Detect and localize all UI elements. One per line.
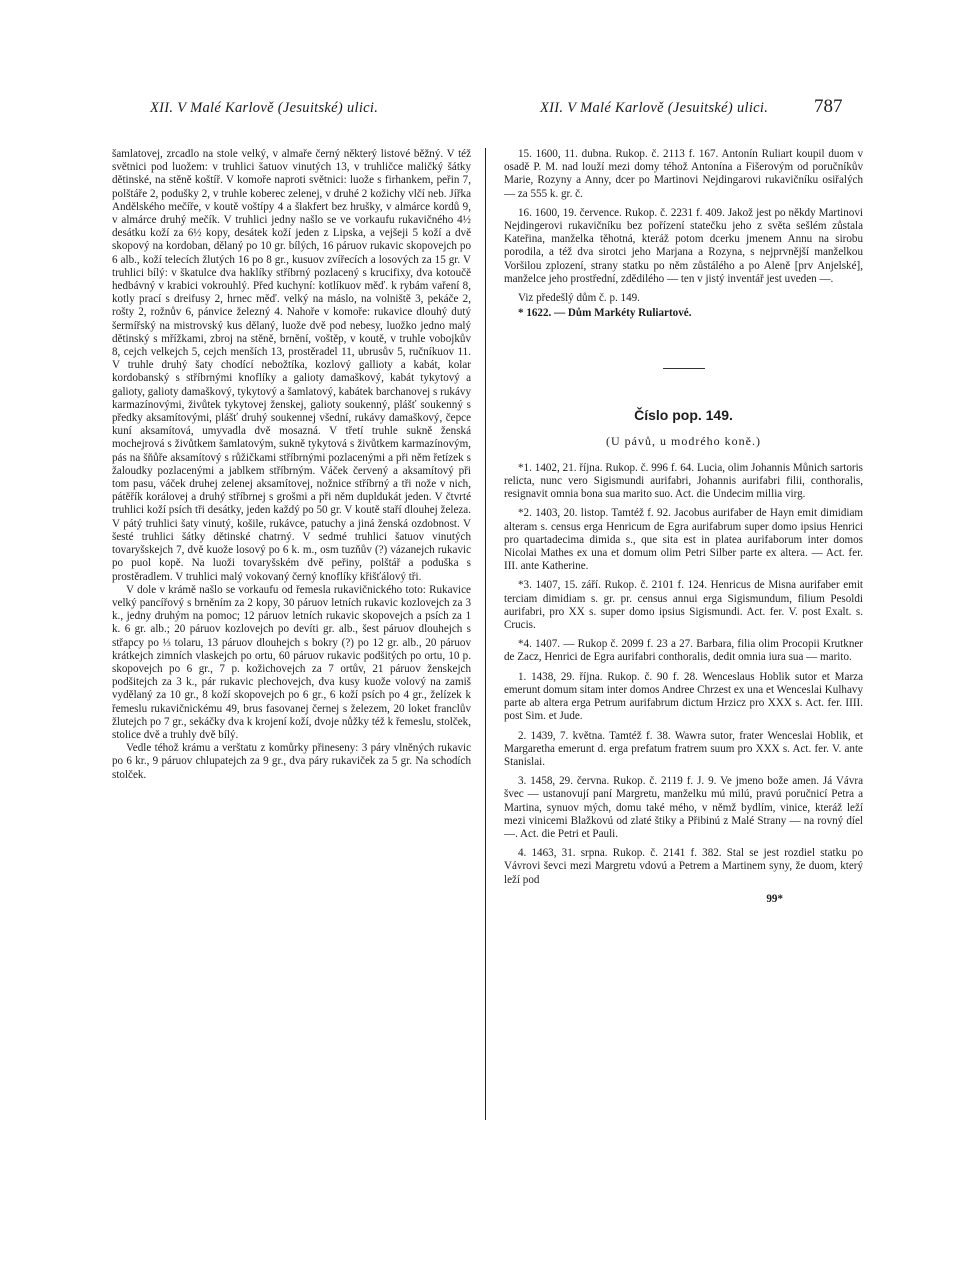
entry-paragraph: *4. 1407. — Rukop č. 2099 f. 23 a 27. Barbara, filia olim Procopii Krutkner de Zacz, Henrici de Egra aurifabri conthoralis, dedit omnia iura sua — marito.	[504, 638, 863, 664]
entry-paragraph: Viz předešlý dům č. p. 149.	[518, 292, 640, 305]
section-divider	[663, 368, 705, 369]
column-divider	[485, 148, 486, 1120]
left-paragraph: V dole v krámě našlo se vorkaufu od řemesla rukavičnického toto: Rukavice velký pancířový s brněním za 2 kopy, 30 páruov letních rukavic kozlovejch za 3 k., jedny druhým na pomoc; 12 páruov letních rukavic skopovejch a psích za 1 k. 6 gr. alb.; 20 páruov kozlovejch po devíti gr. alb., šest páruov dlouhejch s střapcy po ⅓ tolaru, 13 páruov dlouhejch s bokry (?) po 12 gr. alb., 20 páruov krátkejch zimních vlaskejch po ortu, 60 páruov rukavic podšitých po ortu, 10 p. skopovejch po 6 gr., 7 p. kožichovejch za 7 ortův, 21 páruov ženskejch podšitejch za 3 k., pár rukavic plechovejch, dva kusy kuože volový na zamiš vydělaný za 10 gr., 8 koží skopovejch po 6 gr., 6 koží psích po 4 gr., želízek k řemeslu rukavičnickému 49, brus fasovanej černej s železem, 20 loket franclův žlutejch po 7 gr., sekáčky dva k krojení koží, dvoje nůžky též k řemeslu, stolček, stolice dvě a truhly dvě bílý.	[112, 583, 471, 741]
entry-paragraph: *1. 1402, 21. října. Rukop. č. 996 f. 64. Lucia, olim Johannis Můnich sartoris relicta, nunc vero Sigismundi aurifabri, Johannis aurifabri filii, conthoralis, resignavit omnia bona sua marito suo. Act. die Undecim millia virg.	[504, 461, 863, 501]
entry-paragraph: 2. 1439, 7. května. Tamtéž f. 38. Wawra sutor, frater Wenceslai Hoblik, et Margaretha emerunt d. erga prefatum fratrem suum pro XXX s. Act. fer. V. ante Stanislai.	[504, 729, 863, 768]
entry-paragraph: *2. 1403, 20. listop. Tamtéž f. 92. Jacobus aurifaber de Hayn emit dimidiam alteram s. census erga Henricum de Egra aurifabrum super domo ipsius Henrici pro quartadecima dimida s., que sita est in platea aurifaborum inter domos Nicolai Mathes ex una et domum olim Petri Silber parte ex altera. — Act. fer. III. ante Katherine.	[504, 507, 863, 573]
right-column	[504, 148, 863, 906]
left-paragraph: Vedle téhož krámu a verštatu z komůrky přineseny: 3 páry vlněných rukavic po 6 kr., 9 páruov chlupatejch za 9 gr., dva páry rukaviček za 5 gr. Na schodích stolček.	[112, 742, 471, 781]
signature-line: * 1622. — Dům Markéty Ruliartové.	[518, 307, 692, 320]
header-right: XII. V Malé Karlově (Jesuitské) ulici.	[540, 100, 769, 116]
entry-paragraph: 3. 1458, 29. června. Rukop. č. 2119 f. J. 9. Ve jmeno bože amen. Já Vávra švec — ustanovují paní Margretu, manželku mú milú, pravú poručnicí Petra a Martina, synuov mých, domu také mého, v němž bydlím, vinice, kteráž leží mezi vinicemi Blažkovú od zlaté štiky a Přibinú z Malé Strany — na rovný díel —. Act. die Petri et Pauli.	[504, 775, 863, 840]
signature-mark: 99*	[766, 892, 783, 905]
entry-paragraph: 1. 1438, 29. října. Rukop. č. 90 f. 28. Wenceslaus Hoblik sutor et Marza emerunt domum sitam inter domos Andree Chrzest ex una et Wenceslai Kulhavy parte ab altera erga Petrum aurifabrum dictum Hrzicz pro XXX s. Act. fer. IIII. post Sim. et Jude.	[504, 670, 863, 723]
left-paragraph: šamlatovej, zrcadlo na stole velký, v almaře černý některý listové běžný. V též světnici pod luožem: v truhlici šatuov vinutých 13, v truhličce maličký šátky dětinské, na stěně koštíř. V komoře naproti světnici: luože s firhankem, peřin 7, polštáře 2, podušky 2, v truhle koberec zelenej, v druhé 2 kožichy vlčí neb. Jířka Andělského mečíře, v koutě voštípy 4 a šlakfert bez hrušky, v almárce kordů 9, v almárce druhý mečík. V truhlici jedny našlo se ve vorkaufu rukavičného 4½ desátku koží za 6½ kopy, desátek koží jeden z Lipska, a vejšeji 5 koží a dvě skopový na kordoban, dělaný po 10 gr. bílých, 16 páruov rukavic skopovejch po 6 alb., koží telecích žlutých 16 po 8 gr., kusuov zvířecích a losových za 15 gr. V truhlici bílý: v škatulce dva haklíky stříbrný pozlacený s krucifixy, dva kotoučě hedbávný v krabici vokrouhlý. Před kuchyní: kotlíkuov měď. k rybám vaření 8, kotly prací s dreifusy 2, hrnec měď. velký na máslo, na volniště 3, pekáče 2, rošty 2, rožnův 6, pánvice železný 4. Nahoře v komoře: rukavice dlouhý dutý šermířský na mistrovský kus dělaný, luože dvě pod nebesy, luožko jedno malý dětinský s mřížkami, zbroj na stěně, brnění, voštěp, v koutě, v truhle vobojkův 8, cejch velkejch 5, cejch menších 13, prostěradel 11, ubrusův 5, ručníkuov 11. V truhle druhý šaty chodící nebožtíka, kozlový gallioty a kabát, kolar kordobanský s stříbrnými knoflíky a galioty damaškový, kabát tykytový a galioty, galioty damaškový, tykytový a šamlatový, kabátek barchanovej s rukávy karmazínovými, živůtek tykytovej ženskej, galioty soukenný, plášť soukenný s předky aksamítovými, plášť druhý soukennej všední, rukávy damaškový, čepce kuní aksamítová, umyvadla dvě mosazná. V třetí truhle sukně ženská mochejrová s živůtkem šamlatovým, sukně tykytová s živůtkem karmazínovým, pás na šňůře aksamítový s růžičkami stříbrnými pozlacenými a při něm řetízek s žaloudky pozlacenými a jablkem stříbrným. Váček červený a aksamítový při tom pasu, váček druhej zelenej aksamítovej, nožnice stříbrný a tři nože v nich, pátěřík korálovej a druhý stříbrnej s grošmi a při něm dupldukát jeden. V čtvrté truhlici koží psích tři desátky, jeden každý po 50 gr. V koutě staří dlouhej železa. V pátý truhlici šaty vinutý, košile, rukávce, patuchy a jiná ženská ozdobnost. V šesté truhlici šátky dětinské chatrný. V sedmé truhlici šatuov vinutých tovaryšskejch 7, dvě kuože losový po 6 k. m., osm tuzňův (?) vázanejch rukavic po puol kopě. Na luoži tovaryšském dvě peřiny, polštář a poduška s prostěradlem. V truhlici malý vokovaný černý knoflíky křišťálový tři.	[112, 148, 471, 583]
entry-paragraph: *3. 1407, 15. září. Rukop. č. 2101 f. 124. Henricus de Misna aurifaber emit terciam dimidiam s. gr. pr. census annui erga Sigismundum, filium Pesoldi aurifabri, pro XX s. super domo ipsius Sigismundi. Act. fer. V. post Exalt. s. Crucis.	[504, 579, 863, 632]
entry-paragraph: 15. 1600, 11. dubna. Rukop. č. 2113 f. 167. Antonín Ruliart koupil duom v osadě P. M. nad louží mezi domy téhož Antonína a Fišerovým od poručníkův Marie, Rozyny a Anny, dcer po Martinovi Nejdingarovi rukavičníku osiřalých — za 555 k. gr. č.	[504, 148, 863, 200]
page-number: 787	[814, 96, 843, 117]
running-header	[0, 96, 960, 126]
section-heading: Číslo pop. 149.	[634, 407, 733, 424]
entry-paragraph: 16. 1600, 19. července. Rukop. č. 2231 f. 409. Jakož jest po někdy Martinovi Nejdingerovi rukavičníku bez pořízení statečku jeho z světa sešlém zůstala Kateřina, manželka těhotná, kteráž potom dcerku jmenem Annu na sirobu porodila, a též dva sirotci jeho Marjana a Rozyna, s nejprvnější manželkou Voršilou zplození, strany statku po něm zůstálého a po Aleně [prv Anjelské], manželce jeho prostřední, zdědilého — ten v jistý inventář jest uveden —.	[504, 206, 863, 285]
header-left: XII. V Malé Karlově (Jesuitské) ulici.	[150, 100, 379, 116]
left-column	[112, 148, 471, 782]
entry-paragraph: 4. 1463, 31. srpna. Rukop. č. 2141 f. 382. Stal se jest rozdiel statku po Vávrovi ševci mezi Margretu vdovú a Petrem a Martinem syny, že duom, který leží pod	[504, 847, 863, 886]
section-subheading: (U pávů, u modrého koně.)	[606, 433, 761, 448]
